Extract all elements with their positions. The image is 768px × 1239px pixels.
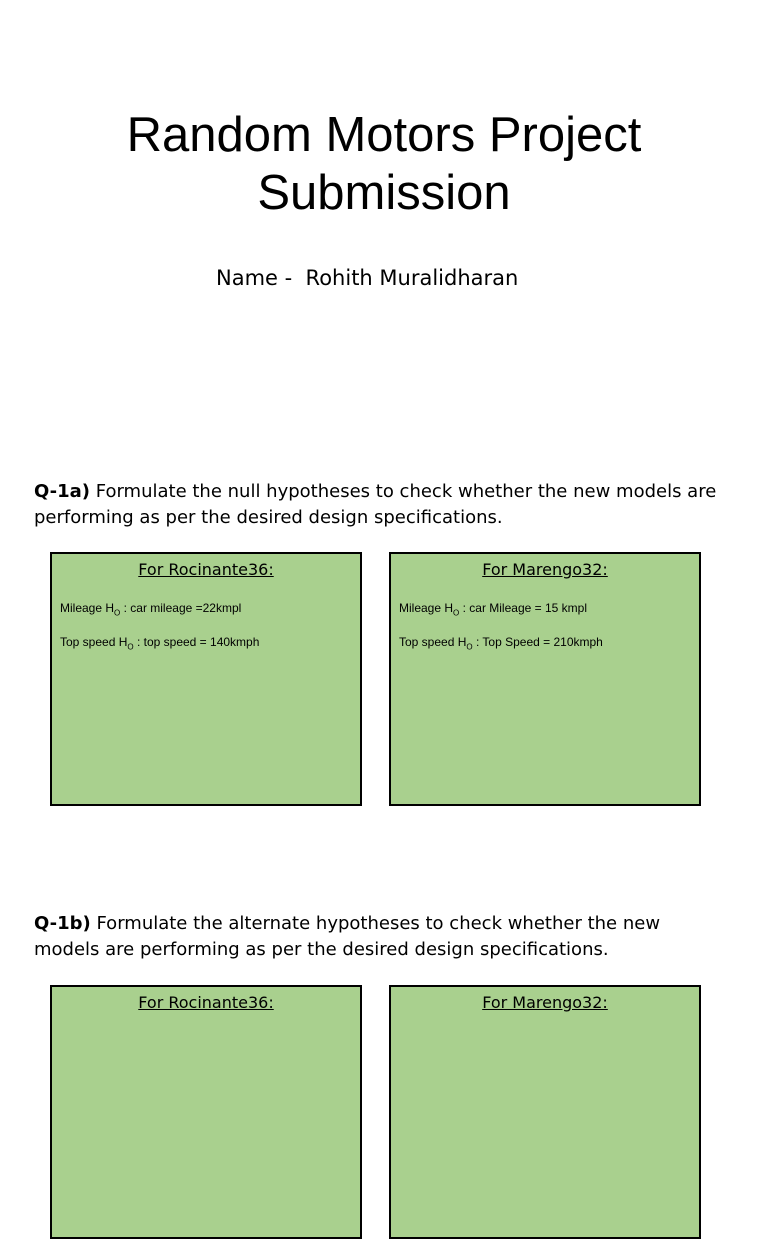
question-1b-label: Q-1b): [34, 913, 91, 934]
question-1b-text: Formulate the alternate hypotheses to check whether the new models are performing as per the desired design specifications.: [34, 913, 661, 960]
page-title-line-1: Random Motors Project: [126, 108, 642, 162]
page-title-line-2: Submission: [257, 166, 511, 220]
null-hypothesis-box-marengo32: [389, 552, 701, 806]
top-speed-hypothesis: Top speed $H_O$ : Top Speed = 210kmph: [399, 635, 603, 652]
question-1a-label: Q-1a): [34, 481, 91, 502]
box-heading: For Marengo32:: [482, 560, 608, 579]
question-1b: [34, 911, 724, 963]
alt-hypothesis-box-marengo32: [389, 985, 701, 1239]
mileage-hypothesis: Mileage $H_O$ : car Mileage = 15 kmpl: [399, 601, 587, 618]
mileage-hypothesis: Mileage $H_O$ : car mileage =22kmpl: [60, 601, 242, 618]
author-name: Name - Rohith Muralidharan: [216, 266, 519, 290]
question-1a: [34, 479, 724, 531]
question-1a-text: Formulate the null hypotheses to check whether the new models are performing as per the desired design specifications.: [34, 481, 717, 528]
null-hypothesis-box-rocinante36: [50, 552, 362, 806]
box-heading: For Marengo32:: [482, 993, 608, 1012]
box-heading: For Rocinante36:: [138, 993, 274, 1012]
page-title: [0, 106, 768, 222]
top-speed-hypothesis: Top speed $H_O$ : top speed = 140kmph: [60, 635, 260, 652]
alt-hypothesis-box-rocinante36: [50, 985, 362, 1239]
box-heading: For Rocinante36:: [138, 560, 274, 579]
